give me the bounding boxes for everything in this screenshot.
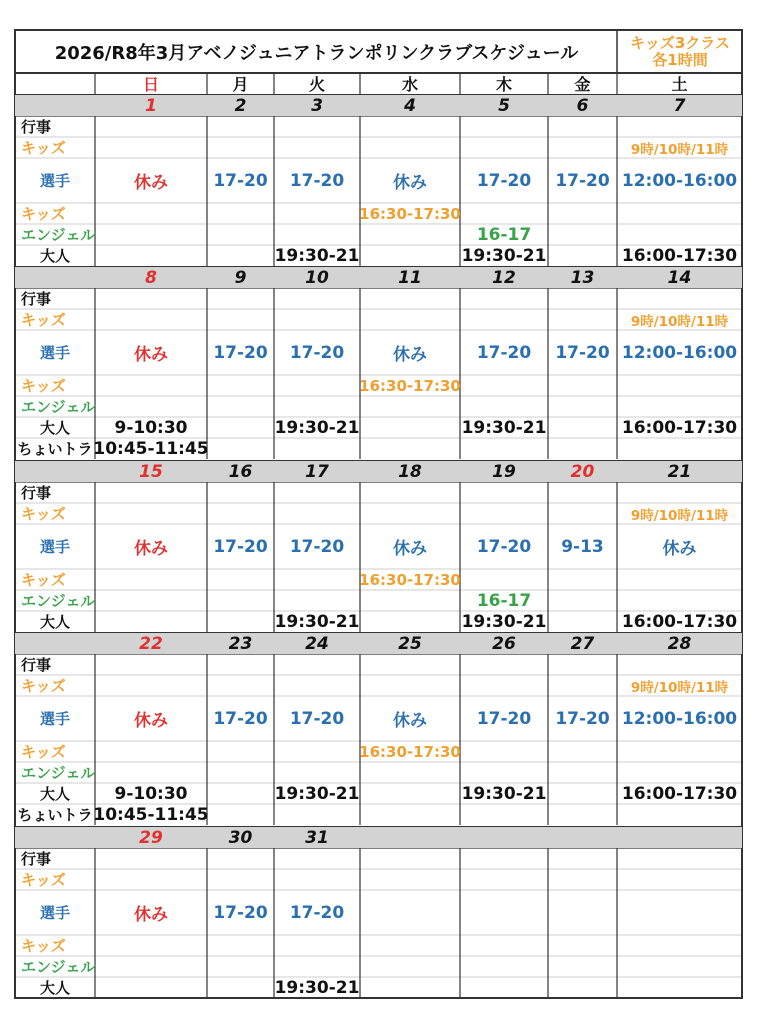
date-number: 6 — [576, 95, 589, 116]
schedule-cell-choitora: 10:45-11:45 — [93, 438, 209, 459]
schedule-cell-athlete: 17-20 — [476, 708, 532, 729]
schedule-cell-athlete: 17-20 — [555, 342, 610, 363]
schedule-cell-athlete: 9-13 — [561, 536, 604, 557]
schedule-cell-adult: 19:30-21 — [461, 245, 547, 266]
schedule-cell-athlete: 休み — [662, 539, 697, 559]
schedule-cell-adult: 16:00-17:30 — [621, 417, 738, 438]
schedule-cell-kids2: 16:30-17:30 — [359, 204, 461, 223]
schedule-cell-athlete: 17-20 — [213, 536, 268, 557]
row-label-kids: キッズ — [21, 743, 66, 761]
row-label-athlete: 選手 — [39, 710, 70, 728]
day-header-2: 火 — [308, 75, 325, 94]
schedule-cell-athlete: 17-20 — [476, 536, 532, 557]
date-number: 9 — [234, 267, 247, 288]
schedule-cell-adult: 9-10:30 — [114, 783, 188, 804]
schedule-cell-athlete: 休み — [134, 905, 168, 925]
schedule-cell-kids1: 9時/10時/11時 — [630, 679, 729, 696]
schedule-cell-athlete: 17-20 — [213, 902, 268, 923]
schedule-cell-adult: 19:30-21 — [274, 417, 360, 438]
schedule-cell-athlete: 休み — [393, 711, 427, 731]
schedule-cell-athlete: 17-20 — [213, 342, 268, 363]
date-number: 29 — [139, 827, 163, 848]
schedule-cell-athlete: 12:00-16:00 — [621, 342, 738, 363]
date-number: 12 — [492, 267, 516, 288]
date-number — [617, 827, 742, 848]
date-number: 11 — [398, 267, 422, 288]
row-label-kids: キッズ — [21, 571, 66, 589]
row-label-kids: キッズ — [21, 205, 66, 223]
date-number: 10 — [305, 267, 329, 288]
schedule-cell-kids2: 16:30-17:30 — [359, 742, 461, 761]
schedule-cell-athlete: 休み — [134, 539, 168, 559]
date-number: 13 — [570, 267, 595, 288]
schedule-cell-kids2: 16:30-17:30 — [359, 570, 461, 589]
schedule-cell-adult: 16:00-17:30 — [621, 611, 738, 632]
row-label-athlete: 選手 — [39, 538, 70, 556]
date-number: 26 — [492, 633, 516, 654]
schedule-cell-athlete: 17-20 — [213, 708, 268, 729]
day-header-4: 木 — [495, 75, 512, 94]
day-header-1: 月 — [232, 75, 249, 94]
schedule-cell-athlete: 休み — [393, 539, 427, 559]
date-number: 16 — [228, 461, 253, 482]
date-number: 20 — [570, 461, 595, 482]
row-label-angel: エンジェル — [21, 764, 96, 782]
row-label-kids: キッズ — [21, 311, 66, 329]
schedule-cell-athlete: 17-20 — [476, 342, 532, 363]
date-number: 4 — [404, 95, 416, 116]
date-number: 23 — [228, 633, 253, 654]
row-label-kids: キッズ — [21, 139, 66, 157]
schedule-cell-adult: 19:30-21 — [461, 611, 547, 632]
schedule-cell-athlete: 17-20 — [289, 170, 345, 191]
date-number — [360, 827, 460, 848]
date-number — [548, 827, 617, 848]
row-label-athlete: 選手 — [39, 904, 70, 922]
schedule-cell-athlete: 17-20 — [289, 902, 345, 923]
row-label-adult: 大人 — [39, 419, 70, 437]
row-label-athlete: 選手 — [39, 172, 70, 190]
row-label-adult: 大人 — [39, 785, 70, 803]
schedule-cell-adult: 19:30-21 — [274, 977, 360, 998]
date-number: 1 — [145, 95, 157, 116]
date-number: 14 — [667, 267, 692, 288]
date-number: 19 — [492, 461, 516, 482]
schedule-cell-adult: 16:00-17:30 — [621, 783, 738, 804]
row-label-kids: キッズ — [21, 937, 66, 955]
schedule-cell-adult: 19:30-21 — [274, 611, 360, 632]
kids-class-note-line2: 各1時間 — [652, 51, 708, 69]
row-label-event: 行事 — [21, 290, 52, 308]
schedule-cell-adult: 9-10:30 — [114, 417, 188, 438]
schedule-cell-athlete: 17-20 — [555, 170, 610, 191]
date-number: 8 — [145, 267, 157, 288]
row-label-choitora: ちょいトラ — [17, 806, 93, 824]
date-number: 17 — [305, 461, 329, 482]
date-number: 28 — [667, 633, 692, 654]
schedule-cell-adult: 19:30-21 — [274, 783, 360, 804]
schedule-cell-adult: 19:30-21 — [461, 783, 547, 804]
schedule-cell-kids1: 9時/10時/11時 — [630, 507, 729, 524]
date-number: 22 — [139, 633, 163, 654]
row-label-kids: キッズ — [21, 377, 66, 395]
row-label-adult: 大人 — [39, 613, 70, 631]
row-label-event: 行事 — [21, 656, 52, 674]
row-label-event: 行事 — [21, 118, 52, 136]
schedule-cell-adult: 19:30-21 — [461, 417, 547, 438]
schedule-cell-kids1: 9時/10時/11時 — [630, 313, 729, 330]
day-header-5: 金 — [574, 75, 591, 94]
row-label-angel: エンジェル — [21, 592, 96, 610]
row-label-kids: キッズ — [21, 505, 66, 523]
schedule-cell-athlete: 休み — [134, 711, 168, 731]
schedule-cell-athlete: 17-20 — [476, 170, 532, 191]
schedule-cell-athlete: 17-20 — [555, 708, 610, 729]
kids-class-note-line1: キッズ3クラス — [630, 34, 730, 52]
row-label-angel: エンジェル — [21, 398, 96, 416]
schedule-cell-athlete: 休み — [134, 345, 168, 365]
schedule-cell-kids2: 16:30-17:30 — [359, 376, 461, 395]
schedule-cell-athlete: 休み — [393, 173, 427, 193]
date-number: 15 — [139, 461, 163, 482]
schedule-cell-athlete: 12:00-16:00 — [621, 708, 738, 729]
schedule-cell-angel: 16-17 — [476, 590, 532, 611]
schedule-cell-angel: 16-17 — [476, 224, 532, 245]
date-number: 30 — [228, 827, 253, 848]
schedule-cell-athlete: 17-20 — [289, 708, 345, 729]
date-number: 5 — [498, 95, 510, 116]
row-label-kids: キッズ — [21, 677, 66, 695]
row-label-adult: 大人 — [39, 979, 70, 997]
day-header-6: 土 — [671, 75, 688, 94]
date-number: 31 — [305, 827, 329, 848]
day-header-0: 日 — [142, 75, 159, 94]
schedule-cell-athlete: 17-20 — [213, 170, 268, 191]
date-number: 18 — [398, 461, 422, 482]
row-label-athlete: 選手 — [39, 344, 70, 362]
schedule-title: 2026/R8年3月アベノジュニアトランポリンクラブスケジュール — [54, 43, 579, 64]
row-label-angel: エンジェル — [21, 958, 96, 976]
schedule-cell-adult: 16:00-17:30 — [621, 245, 738, 266]
schedule-cell-athlete: 休み — [134, 173, 168, 193]
date-number: 27 — [570, 633, 595, 654]
day-header-3: 水 — [401, 75, 418, 94]
date-number: 3 — [311, 95, 323, 116]
schedule-cell-kids1: 9時/10時/11時 — [630, 141, 729, 158]
date-number: 25 — [398, 633, 422, 654]
row-label-kids: キッズ — [21, 871, 66, 889]
date-number: 2 — [234, 95, 247, 116]
row-label-event: 行事 — [21, 484, 52, 502]
kids-class-note — [619, 31, 741, 73]
row-label-angel: エンジェル — [21, 226, 96, 244]
date-number: 24 — [305, 633, 329, 654]
schedule-cell-athlete: 17-20 — [289, 342, 345, 363]
schedule-cell-choitora: 10:45-11:45 — [93, 804, 209, 825]
date-number — [460, 827, 548, 848]
date-number: 7 — [673, 95, 686, 116]
schedule-cell-adult: 19:30-21 — [274, 245, 360, 266]
date-number: 21 — [667, 461, 692, 482]
schedule-cell-athlete: 17-20 — [289, 536, 345, 557]
row-label-adult: 大人 — [39, 247, 70, 265]
row-label-choitora: ちょいトラ — [17, 440, 93, 458]
row-label-event: 行事 — [21, 850, 52, 868]
schedule-cell-athlete: 休み — [393, 345, 427, 365]
schedule-cell-athlete: 12:00-16:00 — [621, 170, 738, 191]
